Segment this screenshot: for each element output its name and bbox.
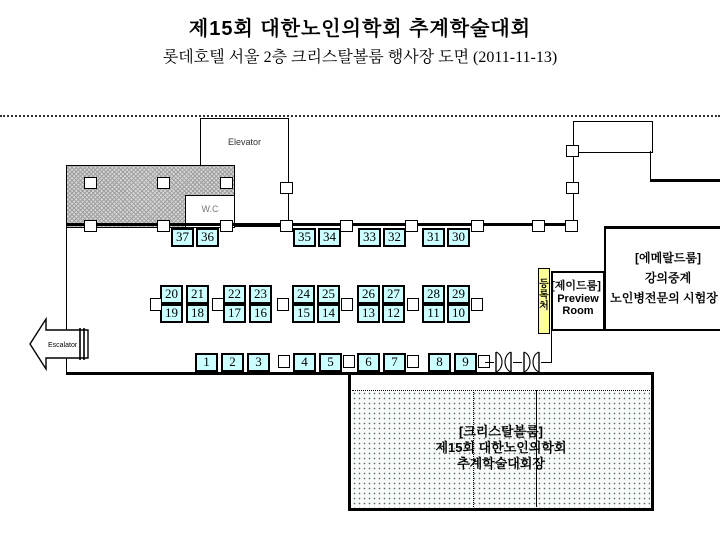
booth-12: 12 xyxy=(382,304,405,323)
ballroom-line2: 제15회 대한노인의학회 xyxy=(435,440,567,455)
booth-23: 23 xyxy=(249,285,272,304)
wall-segment xyxy=(650,151,651,182)
booth-connector xyxy=(212,298,224,311)
registration-desk: 등록처 xyxy=(538,268,550,334)
booth-33: 33 xyxy=(358,228,381,247)
pillar xyxy=(566,145,579,157)
jade-room-name: [제이드룸] xyxy=(551,280,601,292)
ballroom-line3: 추계학술대회장 xyxy=(457,456,545,471)
booth-31: 31 xyxy=(422,228,445,247)
escalator-arrow-icon xyxy=(27,315,91,373)
booth-25: 25 xyxy=(317,285,340,304)
pillar xyxy=(84,220,97,232)
pillar xyxy=(340,220,353,232)
page-title: 제15회 대한노인의학회 추계학술대회 xyxy=(188,18,532,40)
pillar xyxy=(280,182,293,194)
booth-6: 6 xyxy=(357,353,380,372)
double-door-icon xyxy=(522,351,541,373)
elevator-label: Elevator xyxy=(227,137,262,147)
emerald-room-line2: 강의중계 xyxy=(644,271,692,285)
wall-segment xyxy=(551,330,552,363)
booth-30: 30 xyxy=(447,228,470,247)
ballroom-name: [크리스탈볼룸] xyxy=(458,424,543,439)
booth-21: 21 xyxy=(186,285,209,304)
booth-connector xyxy=(278,355,290,368)
booth-7: 7 xyxy=(383,353,406,372)
booth-3: 3 xyxy=(247,353,270,372)
jade-room-line2: Preview xyxy=(557,293,599,305)
booth-connector xyxy=(277,298,289,311)
booth-connector xyxy=(407,298,419,311)
top-wall xyxy=(66,223,576,226)
booth-connector xyxy=(150,298,162,311)
upper-right-room xyxy=(573,121,653,153)
booth-11: 11 xyxy=(422,304,445,323)
booth-24: 24 xyxy=(292,285,315,304)
booth-32: 32 xyxy=(383,228,406,247)
page-subtitle: 롯데호텔 서울 2층 크리스탈볼룸 행사장 도면 (2011-11-13) xyxy=(162,49,558,66)
emerald-room-line3: 노인병전문의 시험장 xyxy=(610,291,718,305)
jade-room-line3: Room xyxy=(562,305,594,317)
booth-34: 34 xyxy=(318,228,341,247)
pillar xyxy=(157,177,170,189)
booth-connector xyxy=(341,298,353,311)
booth-connector xyxy=(407,355,419,368)
booth-35: 35 xyxy=(293,228,316,247)
booth-connector xyxy=(471,298,483,311)
booth-22: 22 xyxy=(223,285,246,304)
pillar xyxy=(220,177,233,189)
booth-9: 9 xyxy=(454,353,477,372)
bottom-wall xyxy=(66,372,351,375)
booth-20: 20 xyxy=(160,285,183,304)
pillar xyxy=(220,220,233,232)
jade-room xyxy=(551,271,605,331)
double-door-icon xyxy=(494,351,513,373)
pillar xyxy=(532,220,545,232)
pillar xyxy=(566,182,579,194)
booth-1: 1 xyxy=(195,353,218,372)
booth-13: 13 xyxy=(357,304,380,323)
booth-10: 10 xyxy=(447,304,470,323)
pillar xyxy=(405,220,418,232)
booth-5: 5 xyxy=(319,353,342,372)
booth-8: 8 xyxy=(428,353,451,372)
emerald-room xyxy=(604,226,720,331)
booth-17: 17 xyxy=(223,304,246,323)
booth-connector xyxy=(343,355,355,368)
booth-16: 16 xyxy=(249,304,272,323)
booth-18: 18 xyxy=(186,304,209,323)
crystal-ballroom-label xyxy=(348,424,654,472)
emerald-room-name: [에메랄드룸] xyxy=(635,251,701,265)
pillar xyxy=(471,220,484,232)
booth-14: 14 xyxy=(317,304,340,323)
booth-19: 19 xyxy=(160,304,183,323)
wc-label: W.C xyxy=(201,204,219,214)
booth-37: 37 xyxy=(171,228,194,247)
booth-26: 26 xyxy=(357,285,380,304)
wall-segment xyxy=(650,179,720,182)
pillar xyxy=(84,177,97,189)
booth-2: 2 xyxy=(221,353,244,372)
top-dotted-boundary xyxy=(0,115,720,117)
booth-28: 28 xyxy=(422,285,445,304)
booth-15: 15 xyxy=(292,304,315,323)
booth-4: 4 xyxy=(293,353,316,372)
pillar xyxy=(157,220,170,232)
booth-29: 29 xyxy=(447,285,470,304)
pillar xyxy=(280,220,293,232)
pillar xyxy=(565,220,578,232)
booth-27: 27 xyxy=(382,285,405,304)
booth-36: 36 xyxy=(196,228,219,247)
escalator-label: Escalator xyxy=(48,342,78,349)
